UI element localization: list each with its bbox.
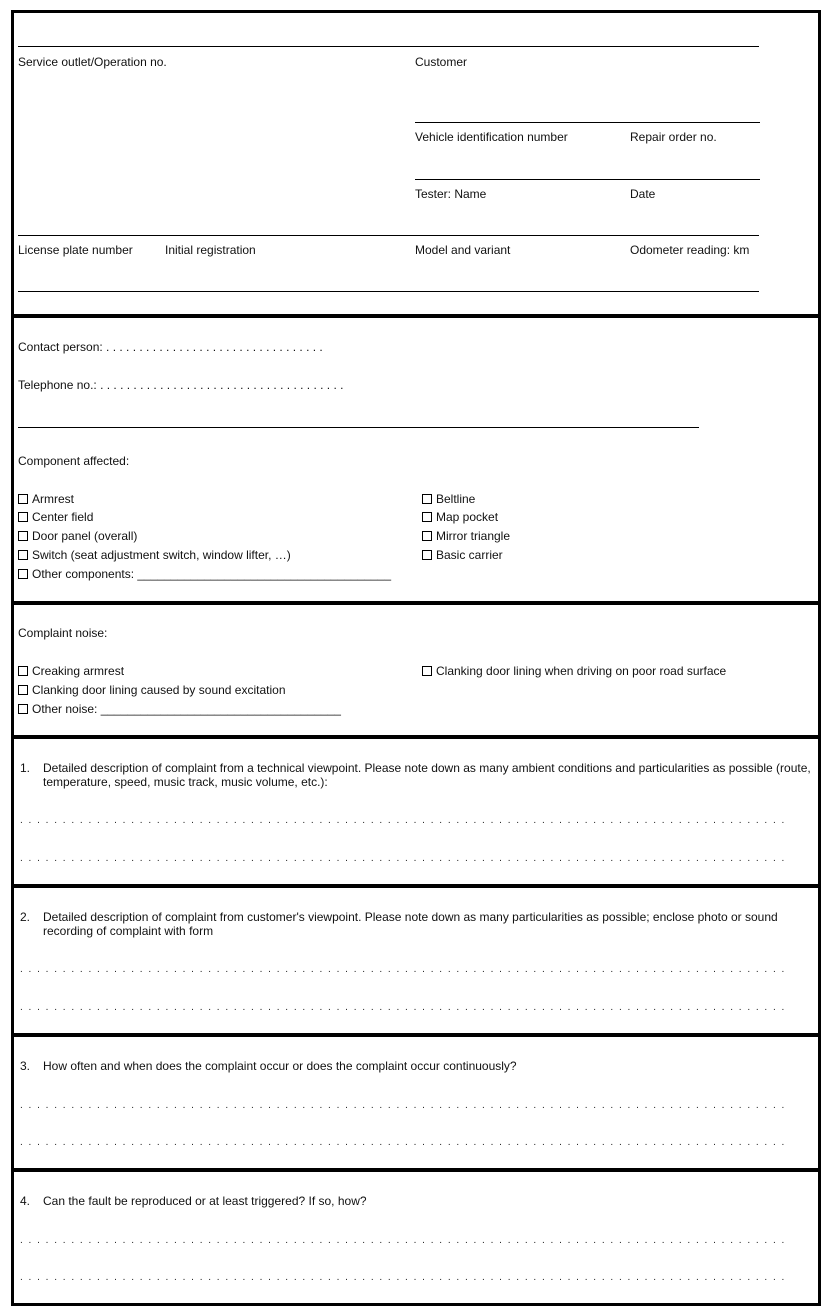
checkbox-map-pocket[interactable]: Map pocket [422, 510, 498, 524]
question-number: 1. [20, 761, 31, 775]
question-number: 2. [20, 910, 31, 924]
checkbox-icon [18, 569, 28, 579]
question-4-section [11, 1169, 821, 1306]
answer-line[interactable]: . . . . . . . . . . . . . . . . . . . . . . . . . . . . . . . . . . . . . . . . . . . . . . . . . . . . . . . . . . . . . . . . . . . . . . . . . . . . . . . . . . . . . . . . . . [20, 815, 786, 826]
date-label: Date [630, 187, 656, 201]
checkbox-armrest[interactable]: Armrest [18, 492, 74, 506]
tester-rule [18, 235, 759, 236]
checkbox-icon [18, 531, 28, 541]
contact-rule [18, 427, 699, 428]
question-2-section [11, 885, 821, 1036]
checkbox-icon [18, 512, 28, 522]
checkbox-icon [18, 666, 28, 676]
answer-line[interactable]: . . . . . . . . . . . . . . . . . . . . . . . . . . . . . . . . . . . . . . . . . . . . . . . . . . . . . . . . . . . . . . . . . . . . . . . . . . . . . . . . . . . . . . . . . . [20, 1002, 786, 1013]
answer-line[interactable]: . . . . . . . . . . . . . . . . . . . . . . . . . . . . . . . . . . . . . . . . . . . . . . . . . . . . . . . . . . . . . . . . . . . . . . . . . . . . . . . . . . . . . . . . . . [20, 1272, 786, 1283]
answer-line[interactable]: . . . . . . . . . . . . . . . . . . . . . . . . . . . . . . . . . . . . . . . . . . . . . . . . . . . . . . . . . . . . . . . . . . . . . . . . . . . . . . . . . . . . . . . . . . [20, 964, 786, 975]
checkbox-icon [422, 512, 432, 522]
tester-name-label: Tester: Name [415, 187, 487, 201]
checkbox-clanking-poor-road[interactable]: Clanking door lining when driving on poor road surface [422, 664, 726, 678]
customer-rule [415, 122, 760, 123]
answer-line[interactable]: . . . . . . . . . . . . . . . . . . . . . . . . . . . . . . . . . . . . . . . . . . . . . . . . . . . . . . . . . . . . . . . . . . . . . . . . . . . . . . . . . . . . . . . . . . [20, 1235, 786, 1246]
vin-label: Vehicle identification number [415, 130, 568, 144]
question-number: 4. [20, 1194, 31, 1208]
telephone-field[interactable]: Telephone no.: . . . . . . . . . . . . . . . . . . . . . . . . . . . . . . . . . . . . . [18, 378, 344, 392]
answer-line[interactable]: . . . . . . . . . . . . . . . . . . . . . . . . . . . . . . . . . . . . . . . . . . . . . . . . . . . . . . . . . . . . . . . . . . . . . . . . . . . . . . . . . . . . . . . . . . [20, 1137, 786, 1148]
checkbox-creaking-armrest[interactable]: Creaking armrest [18, 664, 124, 678]
checkbox-switch[interactable]: Switch (seat adjustment switch, window lifter, …) [18, 548, 291, 562]
answer-line[interactable]: . . . . . . . . . . . . . . . . . . . . . . . . . . . . . . . . . . . . . . . . . . . . . . . . . . . . . . . . . . . . . . . . . . . . . . . . . . . . . . . . . . . . . . . . . . [20, 1100, 786, 1111]
question-3-section [11, 1034, 821, 1171]
checkbox-door-panel[interactable]: Door panel (overall) [18, 529, 137, 543]
contact-section [11, 315, 821, 604]
checkbox-other-components[interactable]: Other components: ______________________________________ [18, 567, 391, 581]
repair-order-label: Repair order no. [630, 130, 717, 144]
checkbox-icon [422, 531, 432, 541]
checkbox-icon [18, 494, 28, 504]
checkbox-center-field[interactable]: Center field [18, 510, 93, 524]
contact-person-field[interactable]: Contact person: . . . . . . . . . . . . . . . . . . . . . . . . . . . . . . . . . [18, 340, 323, 354]
model-variant-label: Model and variant [415, 243, 511, 257]
initial-registration-label: Initial registration [165, 243, 256, 257]
question-number: 3. [20, 1059, 31, 1073]
checkbox-icon [18, 685, 28, 695]
header-section [11, 10, 821, 317]
checkbox-icon [422, 666, 432, 676]
checkbox-icon [18, 550, 28, 560]
customer-label: Customer [415, 55, 468, 69]
checkbox-icon [18, 704, 28, 714]
noise-heading: Complaint noise: [18, 626, 108, 640]
odometer-label: Odometer reading: km [630, 243, 750, 257]
question-text: Can the fault be reproduced or at least triggered? If so, how? [43, 1194, 367, 1208]
answer-line[interactable]: . . . . . . . . . . . . . . . . . . . . . . . . . . . . . . . . . . . . . . . . . . . . . . . . . . . . . . . . . . . . . . . . . . . . . . . . . . . . . . . . . . . . . . . . . . [20, 853, 786, 864]
question-text: Detailed description of complaint from a technical viewpoint. Please note down as many ambient conditions and particularities as possible (route, temperature, speed, music track, music volume, etc.): [43, 761, 811, 789]
service-outlet-label: Service outlet/Operation no. [18, 55, 167, 69]
noise-section [11, 602, 821, 738]
checkbox-icon [422, 550, 432, 560]
question-text: How often and when does the complaint occur or does the complaint occur continuously? [43, 1059, 517, 1073]
license-plate-label: License plate number [18, 243, 133, 257]
question-text: Detailed description of complaint from customer's viewpoint. Please note down as many particularities as possible; enclose photo or sound recording of complaint with form [43, 910, 778, 938]
checkbox-clanking-sound-excitation[interactable]: Clanking door lining caused by sound excitation [18, 683, 286, 697]
checkbox-mirror-triangle[interactable]: Mirror triangle [422, 529, 510, 543]
checkbox-icon [422, 494, 432, 504]
header-top-rule [18, 46, 759, 47]
question-1-section [11, 736, 821, 887]
checkbox-basic-carrier[interactable]: Basic carrier [422, 548, 503, 562]
vin-rule [415, 179, 760, 180]
component-heading: Component affected: [18, 454, 130, 468]
header-bottom-rule [18, 291, 759, 292]
checkbox-beltline[interactable]: Beltline [422, 492, 475, 506]
checkbox-other-noise[interactable]: Other noise: ____________________________________ [18, 702, 341, 716]
